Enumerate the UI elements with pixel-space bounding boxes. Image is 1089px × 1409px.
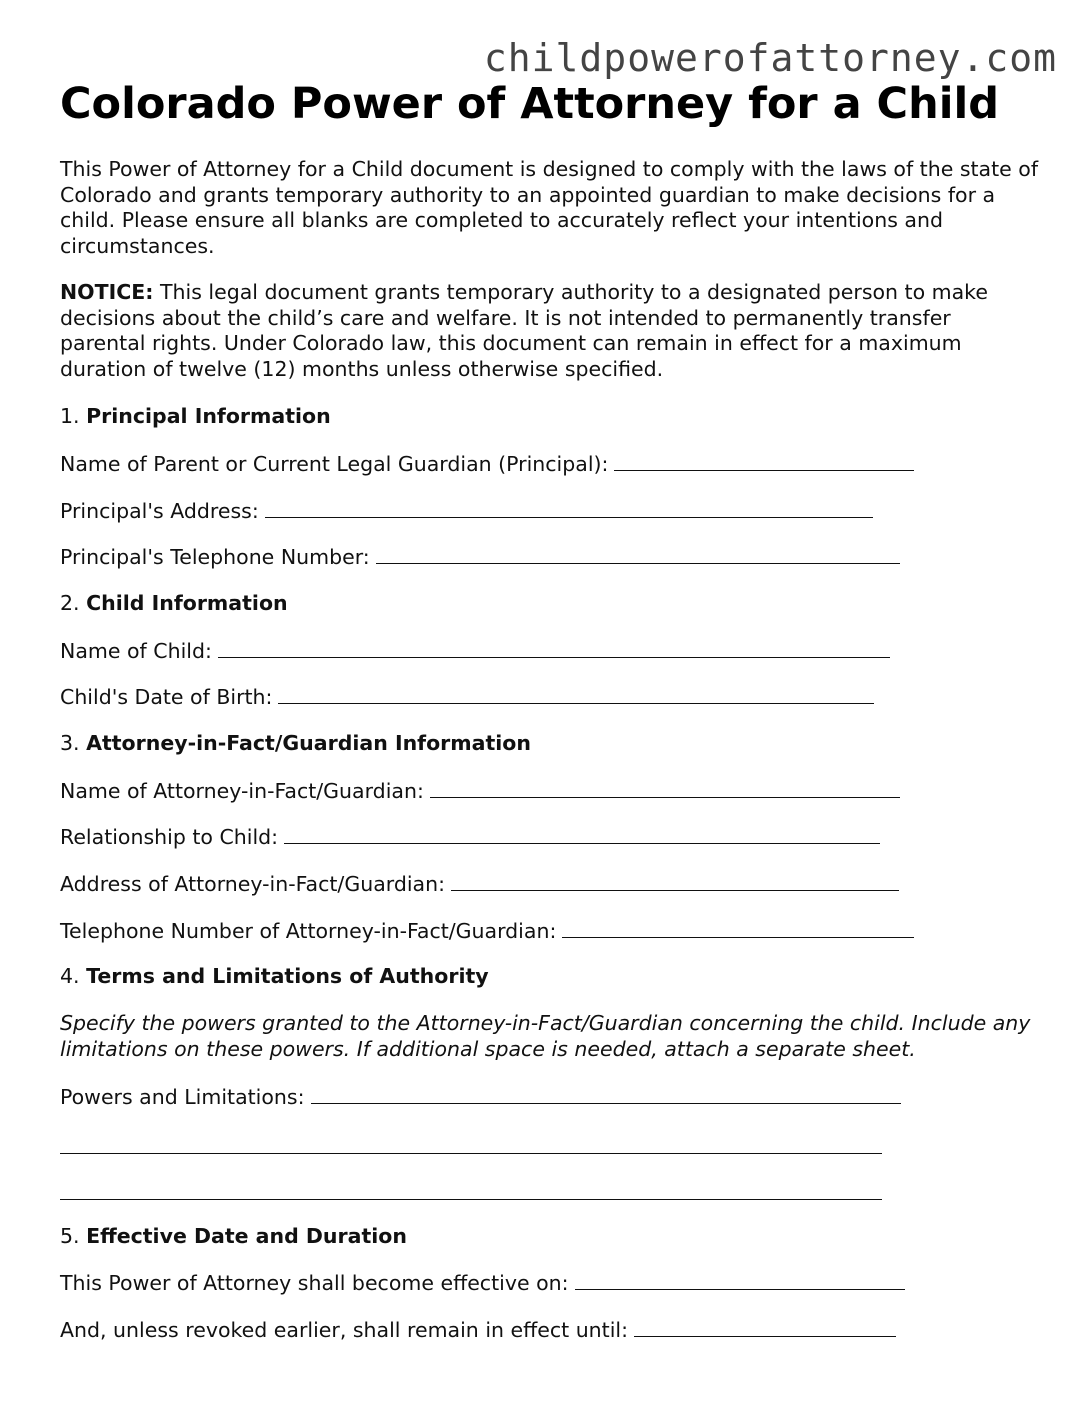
child-name-field[interactable] [218,637,890,658]
guardian-name-row [60,777,900,804]
effective-date-field[interactable] [575,1269,905,1290]
field-label: Relationship to Child: [60,825,279,849]
section-heading-guardian [60,730,531,756]
guardian-address-field[interactable] [451,870,899,891]
guardian-address-row [60,870,899,897]
end-date-field[interactable] [634,1316,896,1337]
section-title: Terms and Limitations of Authority [86,964,489,988]
guardian-phone-row [60,917,914,944]
field-label: Name of Child: [60,639,212,663]
section-title: Child Information [86,591,288,615]
section-title: Principal Information [86,404,331,428]
intro-paragraph: This Power of Attorney for a Child document is designed to comply with the laws of the state of Colorado and grants temporary authority to an appointed guardian to make decisions for a child. Please ensure all blanks are completed to accurately reflect your intentions and circumstances. [60,157,1039,258]
powers-continuation-line[interactable] [60,1153,882,1154]
effective-date-row [60,1269,905,1296]
section-number: 1. [60,404,80,428]
section-heading-child [60,590,288,616]
field-label: Telephone Number of Attorney-in-Fact/Guardian: [60,919,557,943]
principal-phone-field[interactable] [376,543,900,564]
guardian-phone-field[interactable] [562,917,914,938]
powers-continuation-line[interactable] [60,1199,882,1200]
section-title: Attorney-in-Fact/Guardian Information [86,731,531,755]
field-label: This Power of Attorney shall become effective on: [60,1271,569,1295]
notice-text: This legal document grants temporary authority to a designated person to make decisions about the child’s care and welfare. It is not intended to permanently transfer parental rights. Under Colorado law, this document can remain in effect for a maximum duration of twelve (12) months unless otherwise specified. [60,280,988,381]
field-label: Powers and Limitations: [60,1085,305,1109]
powers-field[interactable] [311,1083,901,1104]
powers-row [60,1083,901,1110]
section-number: 2. [60,591,80,615]
end-date-row [60,1316,896,1343]
child-dob-field[interactable] [278,683,874,704]
child-dob-row [60,683,874,710]
principal-address-row [60,497,873,524]
section-heading-effective [60,1223,407,1249]
child-name-row [60,637,890,664]
notice-label: NOTICE: [60,280,154,304]
field-label: Principal's Telephone Number: [60,545,370,569]
principal-address-field[interactable] [265,497,873,518]
field-label: Name of Attorney-in-Fact/Guardian: [60,779,424,803]
principal-name-row [60,450,914,477]
terms-instruction: Specify the powers granted to the Attorney-in-Fact/Guardian concerning the child. Include any limitations on these powers. If additional space is needed, attach a separate sheet. [60,1011,1031,1061]
site-watermark: childpowerofattorney.com [483,36,1057,80]
field-label: Name of Parent or Current Legal Guardian (Principal): [60,452,609,476]
relationship-field[interactable] [284,823,880,844]
relationship-row [60,823,880,850]
field-label: Principal's Address: [60,499,259,523]
field-label: Child's Date of Birth: [60,685,273,709]
principal-phone-row [60,543,900,570]
field-label: And, unless revoked earlier, shall remain in effect until: [60,1318,629,1342]
section-heading-principal [60,403,331,429]
document-title: Colorado Power of Attorney for a Child [60,79,999,129]
field-label: Address of Attorney-in-Fact/Guardian: [60,872,446,896]
section-number: 5. [60,1224,80,1248]
section-heading-terms [60,963,489,989]
principal-name-field[interactable] [614,450,914,471]
guardian-name-field[interactable] [430,777,900,798]
section-number: 3. [60,731,80,755]
notice-paragraph [60,280,1040,382]
section-title: Effective Date and Duration [86,1224,407,1248]
section-number: 4. [60,964,80,988]
